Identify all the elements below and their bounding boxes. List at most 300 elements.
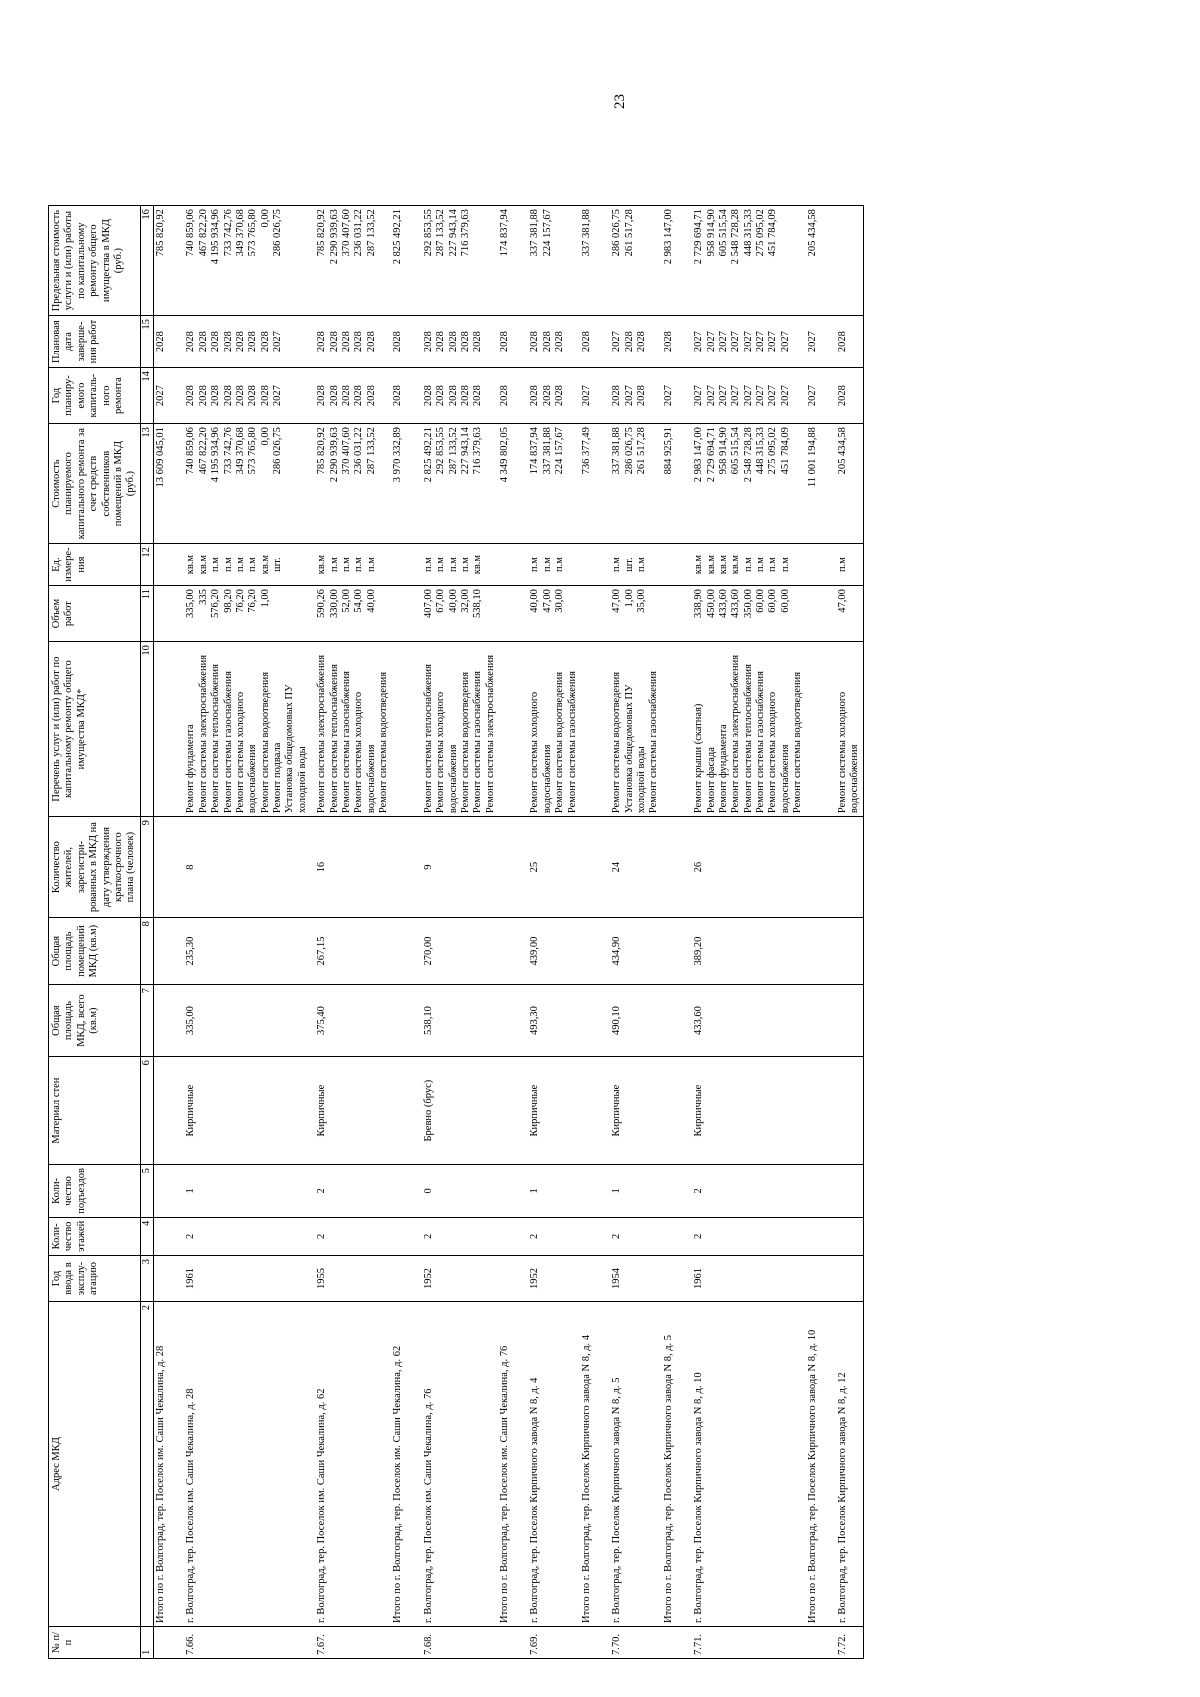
- unit-cell-item: п.м: [636, 557, 647, 573]
- year-built-cell: 1961: [687, 1256, 805, 1302]
- wall-material-cell: Кирпичные: [310, 1057, 391, 1165]
- limit-cost-cell-item: 2 729 694,71: [693, 209, 705, 265]
- volume-cell-item: 54,00: [353, 589, 365, 613]
- works-cell: [523, 642, 580, 817]
- limit-cost-cell-item: 292 853,55: [422, 209, 434, 257]
- cost-cell-item: 2 729 694,71: [705, 427, 717, 483]
- total-area-cell: [662, 985, 687, 1057]
- unit-cell-item: п.м: [767, 557, 779, 573]
- works-cell-item: Ремонт фундамента: [185, 724, 197, 814]
- limit-cost-cell-item: 467 822,20: [197, 209, 209, 257]
- year-built-cell: [831, 1256, 863, 1302]
- table-row: [831, 206, 863, 1659]
- unit-cell: [154, 544, 180, 586]
- volume-cell-item: 30,00: [554, 589, 566, 613]
- works-cell-item: Ремонт системы холодного водоснабжения: [353, 691, 377, 814]
- unit-cell-item: п.м: [234, 557, 246, 573]
- total-row: [580, 206, 605, 1659]
- unit-cell-item: п.м: [611, 557, 623, 573]
- unit-cell-item: п.м: [435, 557, 447, 573]
- year-built-cell: 1952: [523, 1256, 580, 1302]
- works-cell: [498, 642, 523, 817]
- header-due-date: Плановая дата заверше-ния работ: [49, 316, 141, 368]
- volume-cell-item: 335: [197, 589, 209, 605]
- header-unit: Ед. измере-ния: [49, 544, 141, 586]
- residents-cell: 16: [310, 817, 391, 918]
- cost-cell-item: 227 943,14: [459, 427, 471, 475]
- unit-cell-item: п.м: [210, 557, 222, 573]
- header-works: Перечень услуг и (или) работ по капитальному ремонту общего имущества МКД*: [49, 642, 141, 817]
- repair-year-cell-item: 2028: [554, 385, 566, 407]
- floors-cell: 2: [687, 1217, 805, 1255]
- address-cell: г. Волгоград, тер. Поселок им. Саши Чекалина, д. 28: [179, 1302, 310, 1627]
- cost-cell: [605, 424, 662, 544]
- repair-year-cell-item: 2028: [459, 385, 471, 407]
- cost-cell: [417, 424, 498, 544]
- address-cell: г. Волгоград, тер. Поселок им. Саши Чекалина, д. 62: [310, 1302, 391, 1627]
- works-cell-item: Ремонт системы теплоснабжения: [742, 664, 754, 814]
- cost-cell-item: 958 914,90: [717, 427, 729, 475]
- cost-cell-item: 4 195 934,96: [210, 427, 222, 483]
- volume-cell-item: 60,00: [767, 589, 779, 613]
- wall-material-cell: [498, 1057, 523, 1165]
- volume-cell: [154, 586, 180, 642]
- repair-year-cell-item: 2028: [636, 385, 647, 407]
- entrances-cell: 1: [523, 1165, 580, 1218]
- limit-cost-cell-item: 785 820,92: [155, 209, 166, 257]
- repair-year-cell-item: 2028: [210, 385, 222, 407]
- total-label: Итого по г. Волгоград, тер. Поселок им. Саши Чекалина, д. 62: [391, 1302, 416, 1627]
- total-label: Итого по г. Волгоград, тер. Поселок им. Саши Чекалина, д. 28: [154, 1302, 180, 1627]
- cost-cell-item: 287 133,52: [447, 427, 459, 475]
- table-row: [523, 206, 580, 1659]
- floors-cell: [662, 1217, 687, 1255]
- works-cell-item: Ремонт системы электроснабжения: [316, 654, 328, 814]
- repair-year-cell-item: 2027: [717, 385, 729, 407]
- limit-cost-cell-item: 275 095,02: [755, 209, 766, 257]
- cost-cell-item: 337 381,88: [541, 427, 553, 475]
- repair-year-cell-item: 2028: [365, 385, 377, 407]
- unit-cell-item: кв.м: [259, 554, 271, 575]
- repair-year-cell-item: 2028: [222, 385, 234, 407]
- works-cell-item: Ремонт системы газоснабжения: [340, 671, 352, 814]
- cost-cell-item: 3 970 332,89: [392, 427, 404, 483]
- total-row: [391, 206, 416, 1659]
- entrances-cell: [662, 1165, 687, 1218]
- unit-cell-item: кв.м: [472, 554, 484, 575]
- volume-cell: [498, 586, 523, 642]
- works-cell-item: Ремонт системы электроснабжения: [484, 654, 496, 814]
- cost-cell-item: 0,00: [259, 427, 271, 446]
- row-number: [806, 1627, 831, 1659]
- cost-cell-item: 205 434,58: [836, 427, 848, 475]
- floors-cell: 2: [417, 1217, 498, 1255]
- limit-cost-cell-item: 337 381,88: [580, 209, 592, 257]
- column-number-row: [140, 206, 153, 1659]
- limit-cost-cell-item: 4 195 934,96: [210, 209, 222, 265]
- volume-cell-item: 350,00: [742, 589, 754, 618]
- header-entrances: Коли-чество подъездов: [49, 1165, 141, 1218]
- due-date-cell: [580, 316, 605, 368]
- cost-cell: [310, 424, 391, 544]
- due-date-cell-item: 2028: [340, 331, 352, 353]
- unit-cell-item: кв.м: [316, 554, 328, 575]
- works-cell: [310, 642, 391, 817]
- entrances-cell: [498, 1165, 523, 1218]
- repair-year-cell-item: 2028: [328, 385, 340, 407]
- repair-year-cell-item: 2028: [185, 385, 197, 407]
- repair-year-cell: [179, 368, 310, 424]
- volume-cell: [310, 586, 391, 642]
- entrances-cell: 1: [605, 1165, 662, 1218]
- unit-cell-item: кв.м: [185, 554, 197, 575]
- total-label: Итого по г. Волгоград, тер. Поселок Кирпичного завода N 8, д. 10: [806, 1302, 831, 1627]
- due-date-cell-item: 2028: [222, 331, 234, 353]
- cost-cell-item: 740 859,06: [185, 427, 197, 475]
- column-number: 1: [140, 1627, 153, 1659]
- limit-cost-cell: [580, 206, 605, 316]
- works-cell-item: Ремонт системы водоотведения: [459, 671, 471, 814]
- works-cell-item: Ремонт системы газоснабжения: [472, 671, 484, 814]
- volume-cell: [806, 586, 831, 642]
- repair-year-cell: [154, 368, 180, 424]
- works-cell-item: Ремонт системы теплоснабжения: [210, 664, 222, 814]
- entrances-cell: [831, 1165, 863, 1218]
- works-cell: [391, 642, 416, 817]
- cost-cell-item: 605 515,54: [730, 427, 742, 475]
- due-date-cell: [417, 316, 498, 368]
- due-date-cell-item: 2028: [185, 331, 197, 353]
- unit-cell-item: кв.м: [730, 554, 742, 575]
- address-cell: г. Волгоград, тер. Поселок Кирпичного завода N 8, д. 10: [687, 1302, 805, 1627]
- due-date-cell-item: 2028: [836, 331, 848, 353]
- premises-area-cell: [831, 918, 863, 985]
- repair-year-cell-item: 2027: [767, 385, 779, 407]
- repair-year-cell-item: 2027: [662, 385, 674, 407]
- floors-cell: 2: [605, 1217, 662, 1255]
- total-label: Итого по г. Волгоград, тер. Поселок им. Саши Чекалина, д. 76: [498, 1302, 523, 1627]
- year-built-cell: [580, 1256, 605, 1302]
- unit-cell-item: шт.: [623, 557, 635, 572]
- address-cell: г. Волгоград, тер. Поселок Кирпичного завода N 8, д. 4: [523, 1302, 580, 1627]
- premises-area-cell: 235,30: [179, 918, 310, 985]
- row-number: 7.67.: [310, 1627, 391, 1659]
- premises-area-cell: 434,90: [605, 918, 662, 985]
- due-date-cell-item: 2028: [392, 331, 404, 353]
- cost-cell: [662, 424, 687, 544]
- unit-cell: [523, 544, 580, 586]
- unit-cell-item: п.м: [541, 557, 553, 573]
- limit-cost-cell-item: 261 517,28: [623, 209, 635, 257]
- due-date-cell-item: 2027: [693, 331, 705, 353]
- entrances-cell: [580, 1165, 605, 1218]
- cost-cell: [498, 424, 523, 544]
- cost-cell-item: 2 825 492,21: [422, 427, 434, 483]
- row-number: 7.69.: [523, 1627, 580, 1659]
- residents-cell: [391, 817, 416, 918]
- repair-year-cell-item: 2027: [693, 385, 705, 407]
- due-date-cell: [498, 316, 523, 368]
- cost-cell: [154, 424, 180, 544]
- due-date-cell-item: 2028: [259, 331, 271, 353]
- limit-cost-cell-item: 224 157,67: [541, 209, 553, 257]
- year-built-cell: [154, 1256, 180, 1302]
- limit-cost-cell: [806, 206, 831, 316]
- cost-cell: [687, 424, 805, 544]
- header-total-area: Общая площадь МКД, всего (кв.м): [49, 985, 141, 1057]
- unit-cell: [687, 544, 805, 586]
- limit-cost-cell-item: 448 315,33: [742, 209, 754, 257]
- wall-material-cell: [831, 1057, 863, 1165]
- table-row: [605, 206, 662, 1659]
- due-date-cell-item: 2027: [717, 331, 729, 353]
- limit-cost-cell-item: 286 026,75: [272, 209, 283, 257]
- repair-year-cell-item: 2027: [806, 385, 818, 407]
- cost-cell: [806, 424, 831, 544]
- header-row: [49, 206, 141, 1659]
- due-date-cell: [310, 316, 391, 368]
- cost-cell: [831, 424, 863, 544]
- total-row: [662, 206, 687, 1659]
- year-built-cell: [662, 1256, 687, 1302]
- row-number: 7.71.: [687, 1627, 805, 1659]
- volume-cell: [662, 586, 687, 642]
- residents-cell: 24: [605, 817, 662, 918]
- wall-material-cell: [391, 1057, 416, 1165]
- header-volume: Объем работ: [49, 586, 141, 642]
- unit-cell-item: п.м: [365, 557, 377, 573]
- premises-area-cell: 389,20: [687, 918, 805, 985]
- floors-cell: 2: [523, 1217, 580, 1255]
- due-date-cell-item: 2027: [779, 331, 791, 353]
- due-date-cell: [662, 316, 687, 368]
- cost-cell-item: 733 742,76: [222, 427, 234, 475]
- residents-cell: [580, 817, 605, 918]
- due-date-cell-item: 2027: [806, 331, 818, 353]
- due-date-cell: [806, 316, 831, 368]
- residents-cell: 8: [179, 817, 310, 918]
- unit-cell-item: п.м: [353, 557, 365, 573]
- header-wall-material: Материал стен: [49, 1057, 141, 1165]
- limit-cost-cell-item: 740 859,06: [185, 209, 197, 257]
- due-date-cell-item: 2028: [636, 331, 647, 353]
- repair-year-cell: [687, 368, 805, 424]
- works-cell-item: Ремонт системы электроснабжения: [197, 654, 209, 814]
- cost-cell-item: 4 349 802,05: [499, 427, 510, 483]
- due-date-cell: [831, 316, 863, 368]
- works-cell-item: Ремонт системы газоснабжения: [566, 671, 578, 814]
- cost-cell-item: 448 315,33: [755, 427, 766, 475]
- total-area-cell: [806, 985, 831, 1057]
- limit-cost-cell-item: 2 825 492,21: [392, 209, 404, 265]
- wall-material-cell: Кирпичные: [179, 1057, 310, 1165]
- cost-cell-item: 224 157,67: [554, 427, 566, 475]
- unit-cell-item: п.м: [554, 557, 566, 573]
- column-number: 6: [140, 1057, 153, 1165]
- column-number: 15: [140, 316, 153, 368]
- repair-year-cell: [523, 368, 580, 424]
- header-floors: Коли-чество этажей: [49, 1217, 141, 1255]
- unit-cell-item: п.м: [340, 557, 352, 573]
- cost-cell-item: 2 983 147,00: [693, 427, 705, 483]
- unit-cell: [605, 544, 662, 586]
- limit-cost-cell: [662, 206, 687, 316]
- repair-year-cell: [580, 368, 605, 424]
- works-cell-item: Установка общедомовых ПУ холодной воды: [284, 684, 308, 814]
- cost-cell: [580, 424, 605, 544]
- limit-cost-cell-item: 236 031,22: [353, 209, 365, 257]
- wall-material-cell: [662, 1057, 687, 1165]
- page-number: 23: [612, 94, 628, 109]
- works-cell-item: Ремонт системы электроснабжения: [730, 654, 742, 814]
- total-row: [498, 206, 523, 1659]
- due-date-cell: [154, 316, 180, 368]
- column-number: 11: [140, 586, 153, 642]
- volume-cell-item: 1,00: [623, 589, 635, 608]
- cost-cell-item: 451 784,09: [779, 427, 791, 475]
- row-number: 7.66.: [179, 1627, 310, 1659]
- repair-year-cell-item: 2027: [155, 385, 166, 407]
- due-date-cell-item: 2028: [316, 331, 328, 353]
- limit-cost-cell-item: 605 515,54: [717, 209, 729, 257]
- repair-year-cell-item: 2028: [836, 385, 848, 407]
- cost-cell-item: 736 377,49: [580, 427, 592, 475]
- due-date-cell-item: 2028: [472, 331, 484, 353]
- volume-cell-item: 35,00: [636, 589, 647, 613]
- cost-cell-item: 467 822,20: [197, 427, 209, 475]
- volume-cell: [417, 586, 498, 642]
- cost-cell-item: 884 925,91: [662, 427, 674, 475]
- premises-area-cell: [806, 918, 831, 985]
- cost-cell: [523, 424, 580, 544]
- due-date-cell: [687, 316, 805, 368]
- premises-area-cell: [662, 918, 687, 985]
- works-cell-item: Ремонт системы газоснабжения: [755, 671, 766, 814]
- row-number: [391, 1627, 416, 1659]
- floors-cell: [154, 1217, 180, 1255]
- repair-year-cell: [662, 368, 687, 424]
- limit-cost-cell-item: 716 379,63: [459, 209, 471, 257]
- repair-year-cell-item: 2028: [541, 385, 553, 407]
- works-cell-item: Ремонт системы теплоснабжения: [422, 664, 434, 814]
- premises-area-cell: [498, 918, 523, 985]
- works-cell-item: Ремонт системы холодного водоснабжения: [435, 691, 459, 814]
- cost-cell-item: 2 290 939,63: [328, 427, 340, 483]
- header-year-built: Год ввода в эксплу-атацию: [49, 1256, 141, 1302]
- repair-year-cell-item: 2028: [316, 385, 328, 407]
- unit-cell-item: кв.м: [705, 554, 717, 575]
- volume-cell-item: 76,20: [247, 589, 259, 613]
- due-date-cell-item: 2028: [447, 331, 459, 353]
- due-date-cell-item: 2027: [611, 331, 623, 353]
- volume-cell-item: 40,00: [365, 589, 377, 613]
- unit-cell-item: п.м: [742, 557, 754, 573]
- total-area-cell: [580, 985, 605, 1057]
- row-number: [154, 1627, 180, 1659]
- wall-material-cell: [806, 1057, 831, 1165]
- header-num: № п/п: [49, 1627, 141, 1659]
- entrances-cell: 1: [179, 1165, 310, 1218]
- limit-cost-cell-item: 573 765,80: [247, 209, 259, 257]
- residents-cell: [498, 817, 523, 918]
- table-row: [417, 206, 498, 1659]
- volume-cell-item: 433,60: [730, 589, 742, 618]
- cost-cell-item: 11 001 194,88: [806, 427, 818, 488]
- volume-cell-item: 47,00: [541, 589, 553, 613]
- residents-cell: 25: [523, 817, 580, 918]
- limit-cost-cell-item: 227 943,14: [447, 209, 459, 257]
- limit-cost-cell-item: 733 742,76: [222, 209, 234, 257]
- entrances-cell: 2: [687, 1165, 805, 1218]
- due-date-cell-item: 2028: [459, 331, 471, 353]
- limit-cost-cell-item: 287 133,52: [365, 209, 377, 257]
- unit-cell: [662, 544, 687, 586]
- premises-area-cell: 270,00: [417, 918, 498, 985]
- total-area-cell: 433,60: [687, 985, 805, 1057]
- premises-area-cell: 267,15: [310, 918, 391, 985]
- works-cell-item: Ремонт системы холодного водоснабжения: [529, 691, 553, 814]
- works-cell-item: Ремонт системы водоотведения: [554, 671, 566, 814]
- volume-cell: [391, 586, 416, 642]
- unit-cell: [806, 544, 831, 586]
- entrances-cell: 0: [417, 1165, 498, 1218]
- unit-cell-item: п.м: [247, 557, 259, 573]
- works-cell-item: Установка общедомовых ПУ холодной воды: [623, 684, 647, 814]
- works-cell-item: Ремонт системы холодного водоснабжения: [234, 691, 259, 814]
- residents-cell: 26: [687, 817, 805, 918]
- repair-year-cell-item: 2028: [247, 385, 259, 407]
- works-cell: [154, 642, 180, 817]
- repair-year-cell-item: 2028: [435, 385, 447, 407]
- volume-cell: [523, 586, 580, 642]
- header-address: Адрес МКД: [49, 1302, 141, 1627]
- cost-cell-item: 286 026,75: [623, 427, 635, 475]
- volume-cell-item: 1,00: [259, 589, 271, 608]
- cost-cell-item: 275 095,02: [767, 427, 779, 475]
- header-repair-year: Год планиру-емого капиталь-ного ремонта: [49, 368, 141, 424]
- limit-cost-cell-item: 349 370,68: [234, 209, 246, 257]
- works-cell-item: Ремонт системы водоотведения: [611, 671, 623, 814]
- volume-cell-item: 40,00: [447, 589, 459, 613]
- repair-year-cell: [417, 368, 498, 424]
- unit-cell-item: п.м: [222, 557, 234, 573]
- wall-material-cell: [154, 1057, 180, 1165]
- works-cell-item: Ремонт системы водоотведения: [259, 671, 271, 814]
- repair-year-cell-item: 2028: [422, 385, 434, 407]
- limit-cost-cell-item: 205 434,58: [806, 209, 818, 257]
- column-number: 16: [140, 206, 153, 316]
- cost-cell-item: 573 765,80: [247, 427, 259, 475]
- total-area-cell: 335,00: [179, 985, 310, 1057]
- volume-cell-item: 338,90: [693, 589, 705, 618]
- repair-year-cell-item: 2028: [234, 385, 246, 407]
- repair-year-cell: [806, 368, 831, 424]
- address-cell: г. Волгоград, тер. Поселок им. Саши Чекалина, д. 76: [417, 1302, 498, 1627]
- works-cell-item: Ремонт системы газоснабжения: [648, 671, 660, 814]
- limit-cost-cell: [605, 206, 662, 316]
- works-cell-item: Ремонт системы водоотведения: [792, 671, 804, 814]
- limit-cost-cell-item: 370 407,60: [340, 209, 352, 257]
- due-date-cell-item: 2027: [730, 331, 742, 353]
- limit-cost-cell-item: 958 914,90: [705, 209, 717, 257]
- due-date-cell: [391, 316, 416, 368]
- column-number: 10: [140, 642, 153, 817]
- row-number: 7.72.: [831, 1627, 863, 1659]
- works-cell: [605, 642, 662, 817]
- unit-cell-item: п.м: [529, 557, 541, 573]
- works-cell: [687, 642, 805, 817]
- works-cell-item: Ремонт системы холодного водоснабжения: [836, 691, 861, 814]
